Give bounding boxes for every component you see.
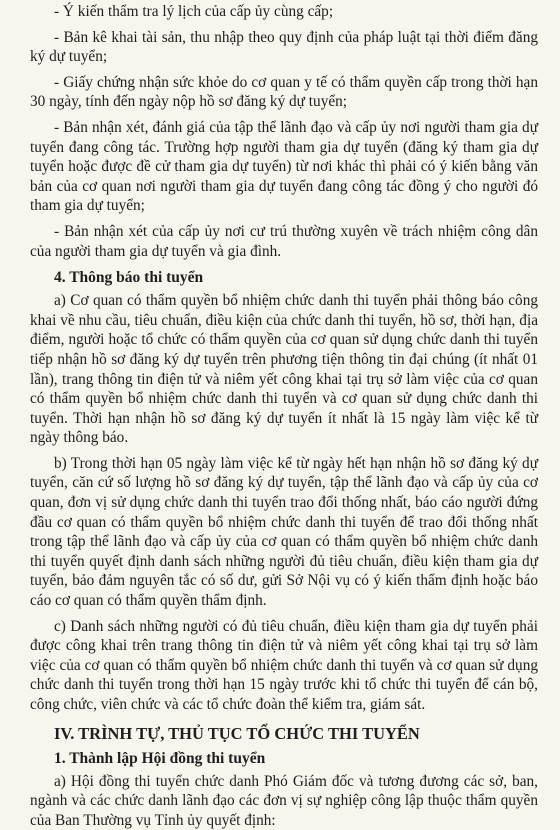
list-item-asset-declaration: - Bản kê khai tài sản, thu nhập theo quy định của pháp luật tại thời điểm đăng ký dự tuyển; <box>30 28 538 66</box>
section-4-heading: 4. Thông báo thi tuyển <box>54 269 204 287</box>
list-item-leadership-evaluation: - Bản nhận xét, đánh giá của tập thể lãnh đạo và cấp ủy nơi người tham gia dự tuyển đang công tác. Trường hợp người tham gia dự tuyển (đăng ký tham gia dự tuyển hoặc được đề cử tham gia dự tuyển) từ nơi khác thì phải có ý kiến bằng văn bản của cơ quan nơi người tham gia dự tuyển đang công tác đồng ý cho người đó tham gia dự tuyển; <box>30 118 538 215</box>
list-item-verification: - Ý kiến thẩm tra lý lịch của cấp ủy cùng cấp; <box>54 3 334 20</box>
section-4-paragraph-c: c) Danh sách những người có đủ tiêu chuẩn, điều kiện tham gia dự tuyển phải được công khai trên trang thông tin điện tử và niêm yết công khai tại trụ sở làm việc của cơ quan có thẩm quyền bổ nhiệm chức danh thi tuyển và cơ quan sử dụng chức danh thi tuyển trong thời hạn 15 ngày trước khi tổ chức thi tuyển để cán bộ, công chức, viên chức và các tổ chức đoàn thể kiểm tra, giám sát. <box>30 617 538 713</box>
section-4-paragraph-b: b) Trong thời hạn 05 ngày làm việc kể từ ngày hết hạn nhận hồ sơ đăng ký dự tuyển, căn cứ số lượng hồ sơ đăng ký dự tuyển, tập thể lãnh đạo và cấp ủy của cơ quan, đơn vị sử dụng chức danh thi tuyển trao đổi thống nhất, báo cáo người đứng đầu cơ quan có thẩm quyền bổ nhiệm chức danh thi tuyển để trao đổi thống nhất trong tập thể lãnh đạo và cấp ủy của cơ quan có thẩm quyền bổ nhiệm chức danh thi tuyển quyết định danh sách những người đủ tiêu chuẩn, điều kiện tham gia dự tuyển, bảo đảm nguyên tắc có số dư, gửi Sở Nội vụ có ý kiến thẩm định hoặc báo cáo cơ quan có thẩm quyền thẩm định. <box>30 454 538 610</box>
section-iv-heading: IV. TRÌNH TỰ, THỦ TỤC TỔ CHỨC THI TUYỂN <box>54 723 420 743</box>
list-item-residence-evaluation: - Bản nhận xét của cấp ủy nơi cư trú thường xuyên về trách nhiệm công dân của người tham gia dự tuyển và gia đình. <box>30 222 538 260</box>
list-item-health-certificate: - Giấy chứng nhận sức khỏe do cơ quan y tế có thẩm quyền cấp trong thời hạn 30 ngày, tính đến ngày nộp hồ sơ đăng ký dự tuyển; <box>30 73 538 111</box>
section-1-paragraph-a: a) Hội đồng thi tuyển chức danh Phó Giám đốc và tương đương các sở, ban, ngành và các chức danh lãnh đạo các đơn vị sự nghiệp công lập thuộc thẩm quyền của Ban Thường vụ Tỉnh ủy quyết định: <box>30 772 538 829</box>
section-1-heading: 1. Thành lập Hội đồng thi tuyển <box>54 749 266 767</box>
section-4-paragraph-a: a) Cơ quan có thẩm quyền bổ nhiệm chức danh thi tuyển phải thông báo công khai về nhu cầu, tiêu chuẩn, điều kiện của chức danh thi tuyển, hồ sơ, thời hạn, địa điểm, người hoặc tổ chức có thẩm quyền của cơ quan sử dụng chức danh thi tuyển tiếp nhận hồ sơ đăng ký dự tuyển trên phương tiện thông tin đại chúng (ít nhất 01 lần), trang thông tin điện tử và niêm yết công khai tại trụ sở làm việc của cơ quan có thẩm quyền bổ nhiệm chức danh thi tuyển và cơ quan sử dụng chức danh thi tuyển. Thời hạn nhận hồ sơ đăng ký dự tuyển ít nhất là 15 ngày làm việc kể từ ngày thông báo. <box>30 292 538 447</box>
